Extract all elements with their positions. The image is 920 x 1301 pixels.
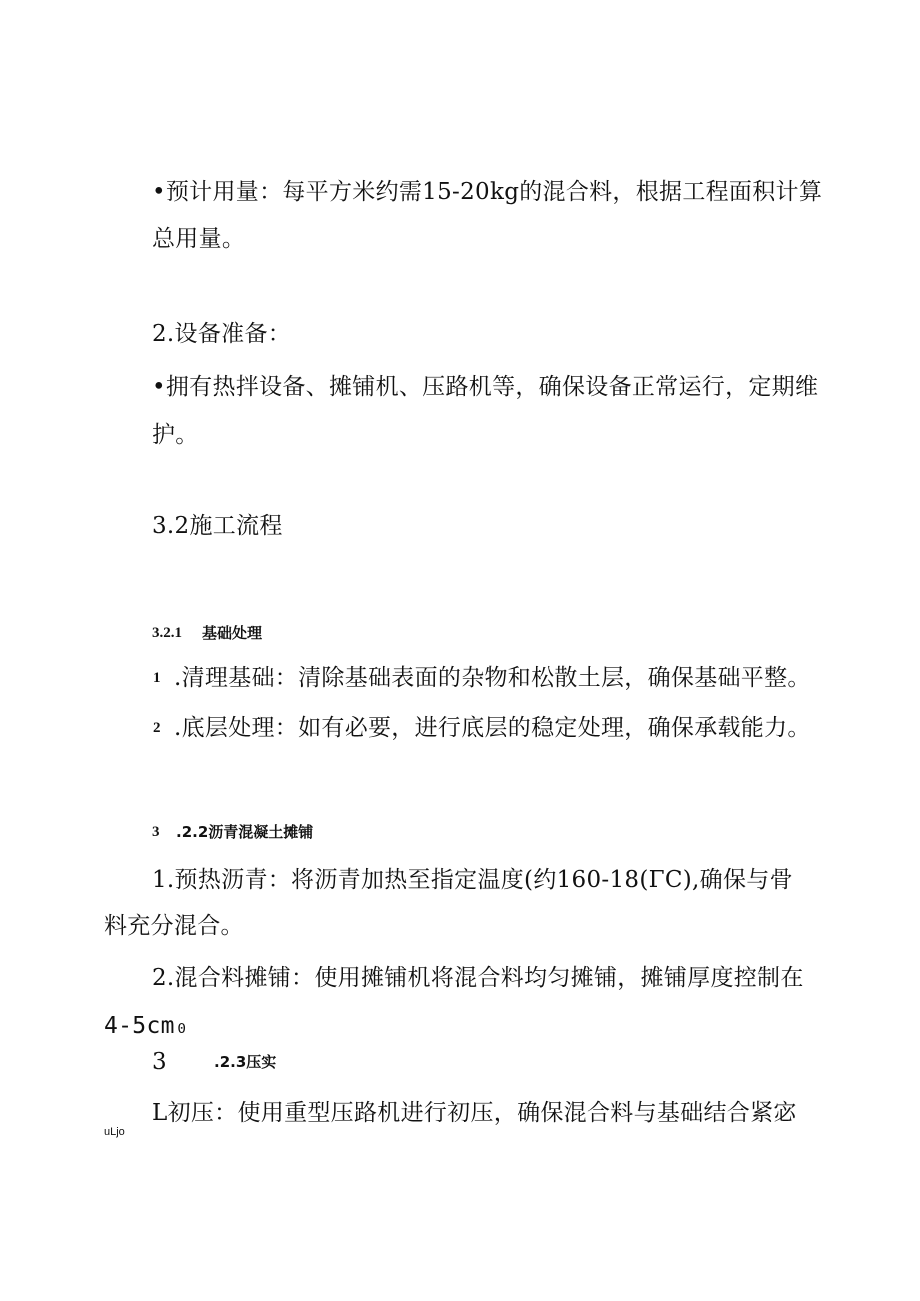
section-3-2-2-title: .2.2沥青混凝土摊铺	[176, 823, 314, 841]
preheat-line-1: 1.预热沥青：将沥青加热至指定温度(约160-18(ΓC),确保与骨	[152, 867, 793, 893]
usage-line-2: 总用量。	[152, 226, 246, 252]
compaction-line-2: uLjo	[104, 1126, 125, 1138]
section-3-2-1-number: 3.2.1	[152, 625, 182, 641]
usage-line-1: •预计用量：每平方米约需15-20kg的混合料，根据工程面积计算	[152, 179, 823, 205]
equipment-line-2: 护。	[152, 422, 199, 448]
equipment-heading: 2.设备准备：	[152, 321, 292, 347]
section-3-2-heading: 3.2施工流程	[152, 513, 283, 539]
section-3-2-2-number: 3	[152, 824, 160, 840]
item-2-text: .底层处理：如有必要，进行底层的稳定处理，确保承载能力。	[174, 715, 811, 741]
section-3-2-3-number: 3	[152, 1049, 167, 1075]
spreading-line-2: 4-5cm₀	[104, 1013, 189, 1039]
item-1-number: 1	[153, 670, 161, 686]
section-3-2-1-title: 基础处理	[202, 624, 263, 642]
preheat-line-2: 料充分混合。	[104, 913, 244, 939]
item-2-number: 2	[153, 720, 161, 736]
compaction-line-1: L初压：使用重型压路机进行初压，确保混合料与基础结合紧宓	[152, 1100, 797, 1126]
section-3-2-3-title: .2.3压实	[214, 1053, 277, 1071]
item-1-text: .清理基础：清除基础表面的杂物和松散土层，确保基础平整。	[174, 665, 811, 691]
spreading-line-1: 2.混合料摊铺：使用摊铺机将混合料均匀摊铺，摊铺厚度控制在	[152, 965, 804, 991]
equipment-line-1: •拥有热拌设备、摊铺机、压路机等，确保设备正常运行，定期维	[152, 374, 819, 400]
